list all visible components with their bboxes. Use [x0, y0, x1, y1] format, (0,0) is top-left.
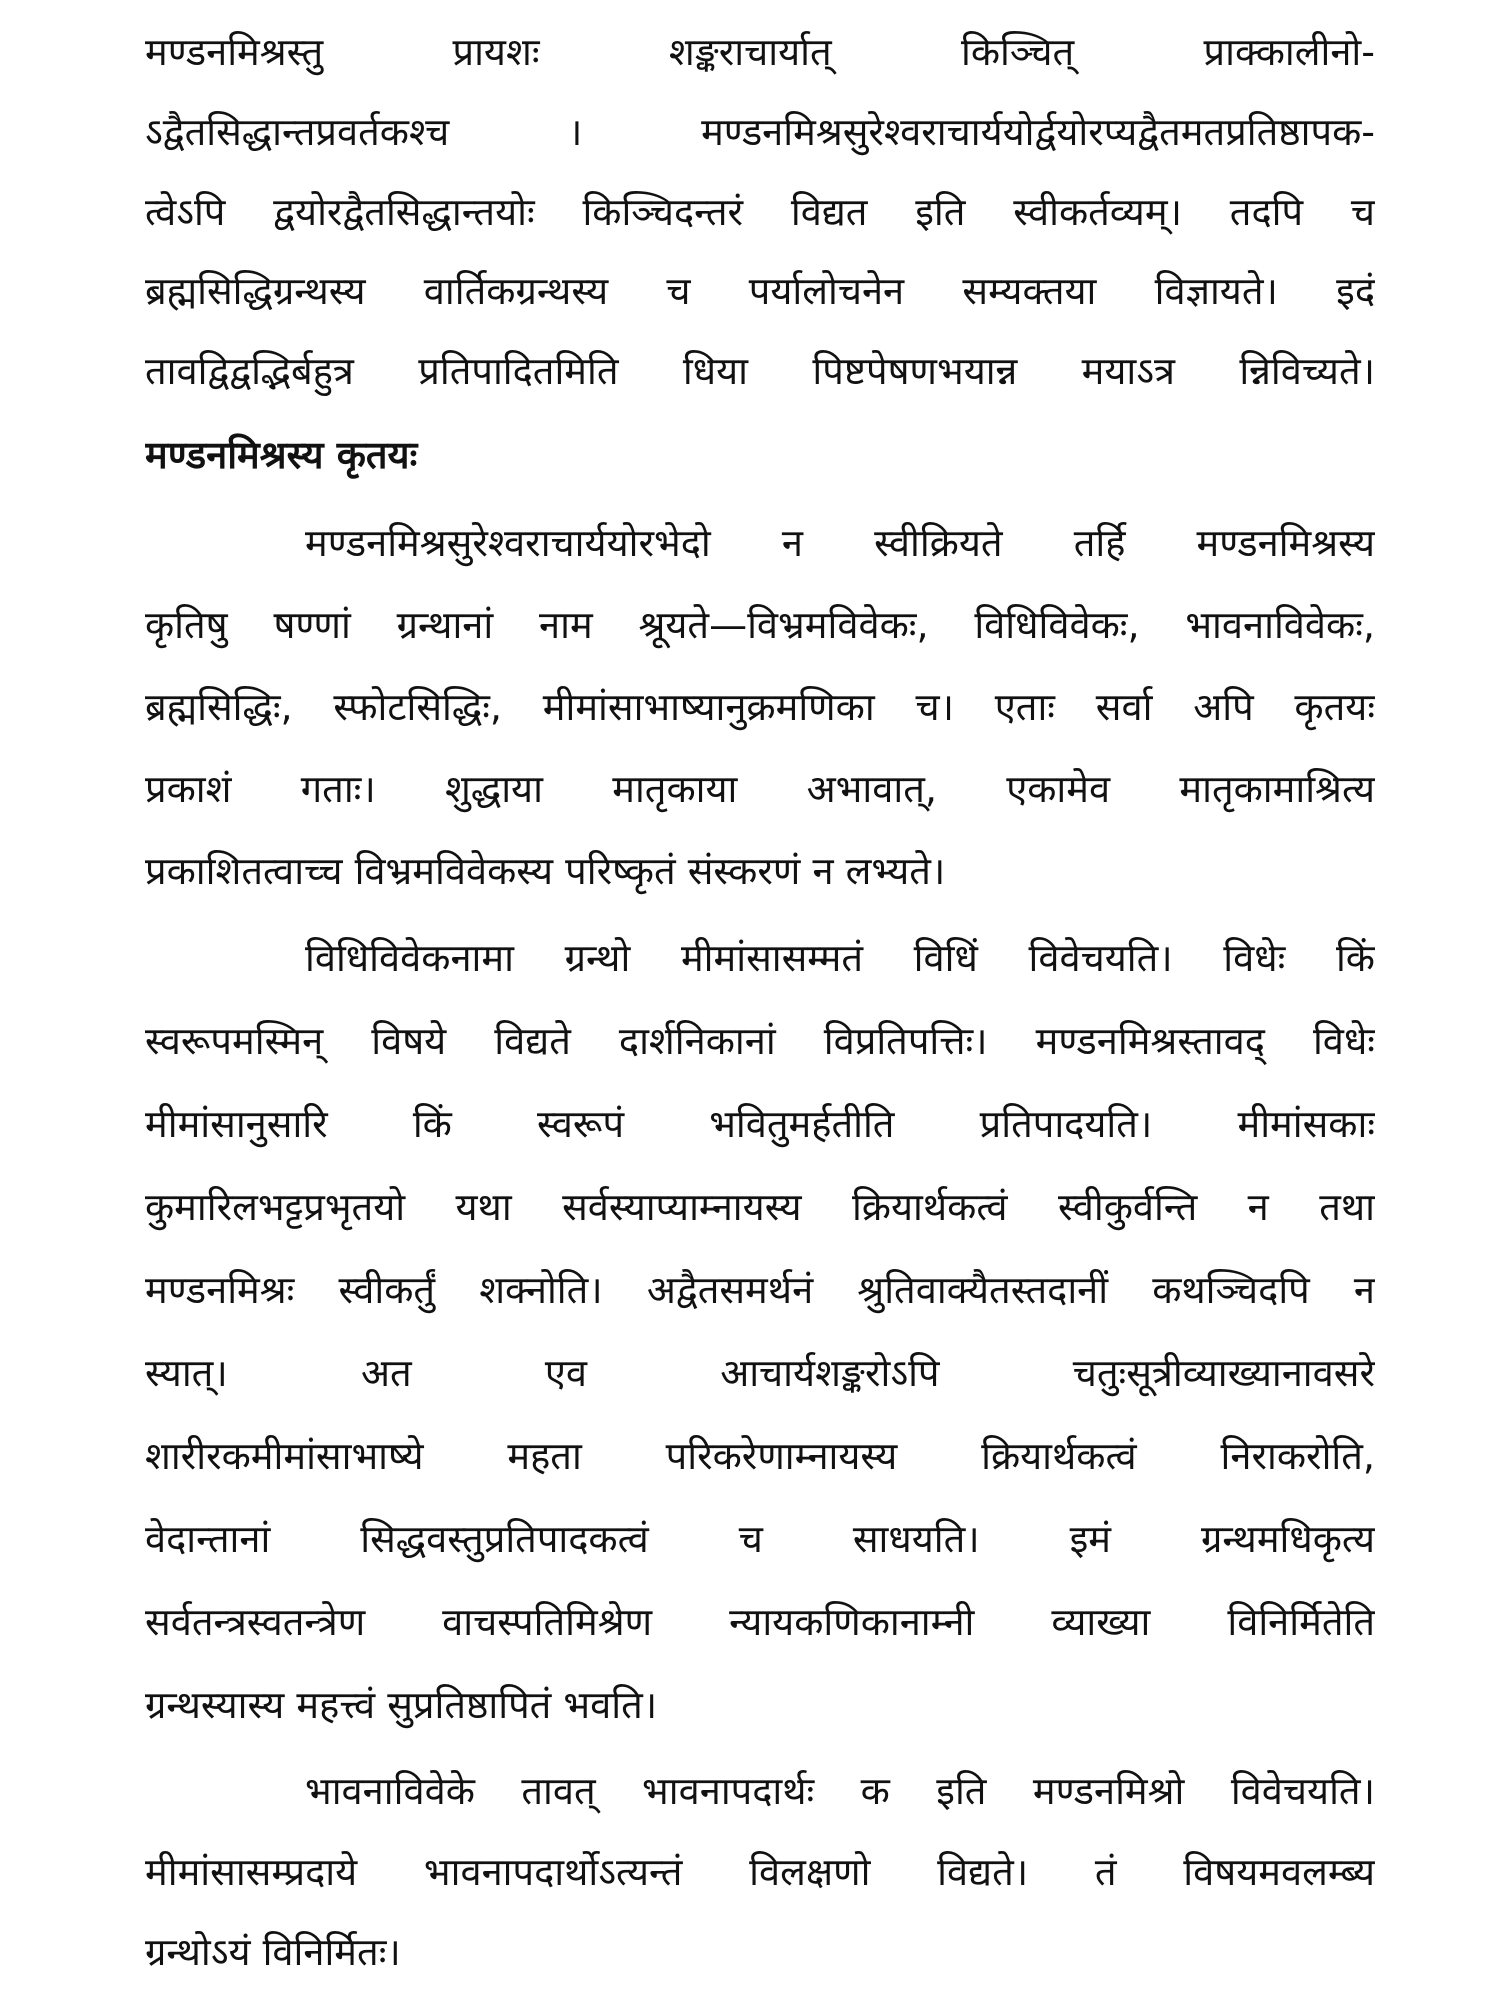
text-line-23: मीमांसासम्प्रदाये भावनापदार्थोऽत्यन्तं विलक्षणो विद्यते। तं विषयमवलम्ब्य: [145, 1850, 1375, 1894]
text-line-21: ग्रन्थस्यास्य महत्त्वं सुप्रतिष्ठापितं भवति।: [145, 1683, 658, 1727]
text-line-3: त्वेऽपि द्वयोरद्वैतसिद्धान्तयोः किञ्चिदन्तरं विद्यत इति स्वीकर्तव्यम्। तदपि च: [145, 190, 1375, 234]
text-line-20: सर्वतन्त्रस्वतन्त्रेण वाचस्पतिमिश्रेण न्यायकणिकानाम्नी व्याख्या विनिर्मितेति: [145, 1600, 1375, 1644]
text-line-11: प्रकाशितत्वाच्च विभ्रमविवेकस्य परिष्कृतं संस्करणं न लभ्यते।: [145, 849, 946, 893]
text-line-4: ब्रह्मसिद्धिग्रन्थस्य वार्तिकग्रन्थस्य च पर्यालोचनेन सम्यक्तया विज्ञायते। इदं: [145, 269, 1375, 313]
document-page: [145, 0, 1375, 2000]
text-line-13: स्वरूपमस्मिन् विषये विद्यते दार्शनिकानां विप्रतिपत्तिः। मण्डनमिश्रस्तावद् विधेः: [145, 1019, 1375, 1063]
text-line-10: प्रकाशं गताः। शुद्धाया मातृकाया अभावात्, एकामेव मातृकामाश्रित्य: [145, 767, 1375, 811]
text-line-17: स्यात्। अत एव आचार्यशङ्करोऽपि चतुःसूत्रीव्याख्यानावसरे: [145, 1351, 1375, 1395]
text-line-15: कुमारिलभट्टप्रभृतयो यथा सर्वस्याप्याम्नायस्य क्रियार्थकत्वं स्वीकुर्वन्ति न तथा: [145, 1185, 1375, 1229]
text-line-22: भावनाविवेके तावत् भावनापदार्थः क इति मण्डनमिश्रो विवेचयति।: [305, 1769, 1375, 1813]
text-line-24: ग्रन्थोऽयं विनिर्मितः।: [145, 1930, 401, 1974]
text-line-2: ऽद्वैतसिद्धान्तप्रवर्तकश्च । मण्डनमिश्रसुरेश्वराचार्ययोर्द्वयोरप्यद्वैतमतप्रतिष्ठापक-: [145, 110, 1375, 154]
section-heading: मण्डनमिश्रस्य कृतयः: [145, 433, 418, 477]
text-line-18: शारीरकमीमांसाभाष्ये महता परिकरेणाम्नायस्य क्रियार्थकत्वं निराकरोति,: [145, 1434, 1375, 1478]
text-line-5: तावद्विद्वद्भिर्बहुत्र प्रतिपादितमिति धिया पिष्टपेषणभयान्न मयाऽत्र न्निविच्यते।: [145, 349, 1375, 393]
text-line-16: मण्डनमिश्रः स्वीकर्तुं शक्नोति। अद्वैतसमर्थनं श्रुतिवाक्यैतस्तदानीं कथञ्चिदपि न: [145, 1268, 1375, 1312]
text-line-9: ब्रह्मसिद्धिः, स्फोटसिद्धिः, मीमांसाभाष्यानुक्रमणिका च। एताः सर्वा अपि कृतयः: [145, 685, 1375, 729]
text-line-14: मीमांसानुसारि किं स्वरूपं भवितुमर्हतीति प्रतिपादयति। मीमांसकाः: [145, 1102, 1375, 1146]
text-line-12: विधिविवेकनामा ग्रन्थो मीमांसासम्मतं विधिं विवेचयति। विधेः किं: [305, 936, 1375, 980]
text-line-19: वेदान्तानां सिद्धवस्तुप्रतिपादकत्वं च साधयति। इमं ग्रन्थमधिकृत्य: [145, 1517, 1375, 1561]
text-line-7: मण्डनमिश्रसुरेश्वराचार्ययोरभेदो न स्वीक्रियते तर्हि मण्डनमिश्रस्य: [305, 521, 1375, 565]
text-line-8: कृतिषु षण्णां ग्रन्थानां नाम श्रूयते—विभ्रमविवेकः, विधिविवेकः, भावनाविवेकः,: [145, 603, 1375, 647]
text-line-1: मण्डनमिश्रस्तु प्रायशः शङ्कराचार्यात् किञ्चित् प्राक्कालीनो-: [145, 30, 1375, 74]
